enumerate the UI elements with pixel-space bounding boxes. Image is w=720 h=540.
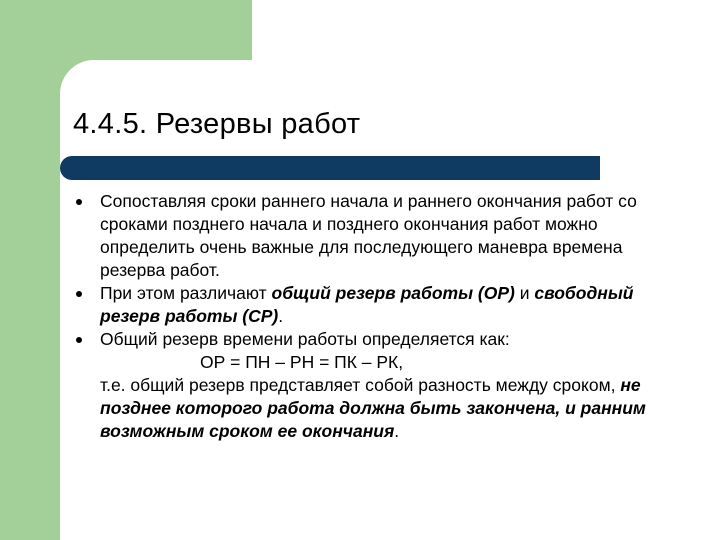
bullet-item-total-reserve-definition — [76, 328, 676, 443]
bullet-item-reserve-types — [76, 282, 676, 328]
bullet-text-middle: и — [514, 283, 535, 303]
bullet-text: Сопоставляя сроки раннего начала и раннего окончания работ со сроками позднего начала и позднего окончания работ можно определить очень важные для последующего маневра времена резерва работ. — [100, 191, 637, 280]
bullet-text-after: . — [278, 306, 284, 326]
total-reserve-term: общий резерв работы (ОР) — [271, 283, 515, 303]
bullet-dot-icon — [76, 291, 82, 297]
free-reserve-term: свободный резерв работы (СР) — [100, 283, 634, 326]
title-underline-bar — [60, 156, 600, 180]
total-reserve-explanation — [100, 374, 676, 443]
bullet-list — [76, 190, 676, 443]
bullet-dot-icon — [76, 337, 82, 343]
total-reserve-formula: ОР = ПН – РН = ПК – РК, — [200, 352, 404, 372]
green-accent-strip — [0, 0, 60, 540]
explanation-text-before: т.е. общий резерв представляет собой разность между сроком, — [100, 375, 621, 395]
explanation-emphasis: не позднее которого работа должна быть закончена, и ранним возможным сроком ее окончания — [100, 375, 646, 441]
bullet-item-schedule-comparison — [76, 190, 676, 282]
bullet-text: Общий резерв времени работы определяется как: — [100, 329, 510, 349]
bullet-dot-icon — [76, 199, 82, 205]
bullet-text-before: При этом различают — [100, 283, 272, 303]
explanation-text-after: . — [394, 421, 400, 441]
slide-title: 4.4.5. Резервы работ — [73, 108, 361, 140]
